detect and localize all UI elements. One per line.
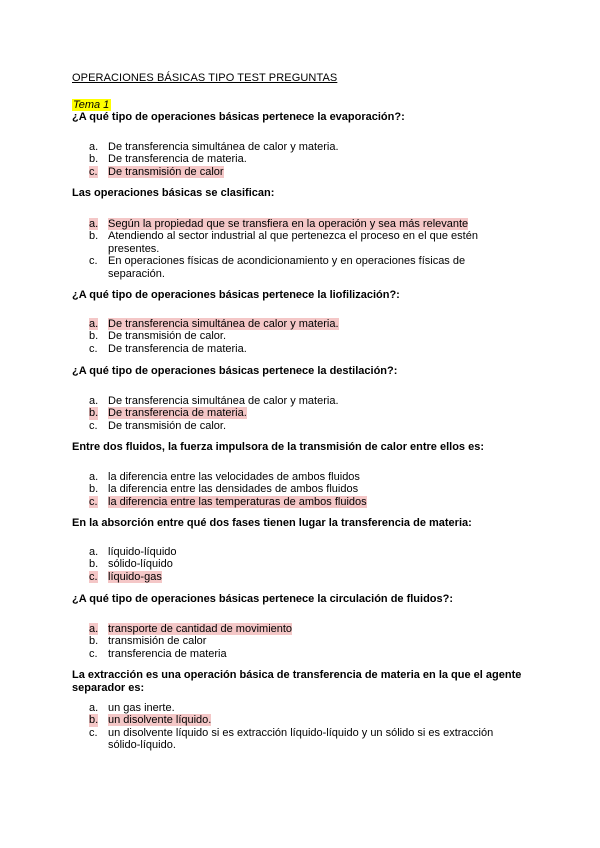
question-3: ¿A qué tipo de operaciones básicas pertenece la liofilización?:: [72, 289, 400, 301]
options-8: [89, 702, 519, 752]
option-3b[interactable]: b. De transmisión de calor.: [89, 330, 226, 343]
options-4: [89, 395, 519, 432]
option-2c[interactable]: c. En operaciones físicas de acondicionamiento y en operaciones físicas de separación.: [89, 255, 466, 280]
option-6b[interactable]: b. sólido-líquido: [89, 558, 173, 571]
options-5: [89, 471, 519, 508]
option-4c[interactable]: c. De transmisión de calor.: [89, 419, 226, 432]
option-5b[interactable]: b. la diferencia entre las densidades de ambos fluidos: [89, 483, 359, 496]
option-7b[interactable]: b. transmisión de calor: [89, 635, 207, 648]
question-1: ¿A qué tipo de operaciones básicas pertenece la evaporación?:: [72, 111, 405, 123]
question-6: En la absorción entre qué dos fases tienen lugar la transferencia de materia:: [72, 517, 472, 529]
option-6c[interactable]: c. líquido-gas: [89, 570, 162, 583]
option-4b[interactable]: b. De transferencia de materia.: [89, 407, 247, 420]
options-3: [89, 318, 519, 355]
option-7a[interactable]: a. transporte de cantidad de movimiento: [89, 623, 293, 635]
option-1c[interactable]: c. De transmisión de calor: [89, 165, 224, 178]
options-6: [89, 546, 519, 583]
option-5c[interactable]: c. la diferencia entre las temperaturas de ambos fluidos: [89, 495, 367, 508]
question-8: La extracción es una operación básica de transferencia de materia en la que el agente separador es:: [72, 669, 522, 694]
options-1: [89, 141, 519, 178]
question-2: Las operaciones básicas se clasifican:: [72, 187, 275, 199]
option-3c[interactable]: c. De transferencia de materia.: [89, 342, 247, 355]
option-1b[interactable]: b. De transferencia de materia.: [89, 153, 247, 166]
question-4: ¿A qué tipo de operaciones básicas pertenece la destilación?:: [72, 365, 398, 377]
option-2a[interactable]: a. Según la propiedad que se transfiera en la operación y sea más relevante: [89, 218, 469, 230]
document-title: OPERACIONES BÁSICAS TIPO TEST PREGUNTAS: [72, 72, 338, 84]
option-3a[interactable]: a. De transferencia simultánea de calor y materia.: [89, 318, 339, 330]
option-7c[interactable]: c. transferencia de materia: [89, 647, 227, 660]
option-8a[interactable]: a. un gas inerte.: [89, 702, 175, 714]
question-7: ¿A qué tipo de operaciones básicas pertenece la circulación de fluidos?:: [72, 593, 454, 605]
section-label: Tema 1: [73, 99, 110, 111]
option-8c[interactable]: c. un disolvente líquido si es extracción líquido-líquido y un sólido si es extracción sólido-líquido.: [89, 726, 494, 752]
option-1a[interactable]: a. De transferencia simultánea de calor y materia.: [89, 141, 339, 153]
options-7: [89, 623, 519, 660]
option-2b[interactable]: b. Atendiendo al sector industrial al que pertenezca el proceso en el que estén presentes.: [89, 230, 478, 255]
options-2: [89, 218, 519, 280]
option-4a[interactable]: a. De transferencia simultánea de calor y materia.: [89, 395, 339, 407]
option-8b[interactable]: b. un disolvente líquido.: [89, 714, 212, 727]
question-5: Entre dos fluidos, la fuerza impulsora de la transmisión de calor entre ellos es:: [72, 441, 485, 453]
option-6a[interactable]: a. líquido-líquido: [89, 546, 177, 558]
option-5a[interactable]: a. la diferencia entre las velocidades de ambos fluidos: [89, 471, 360, 483]
